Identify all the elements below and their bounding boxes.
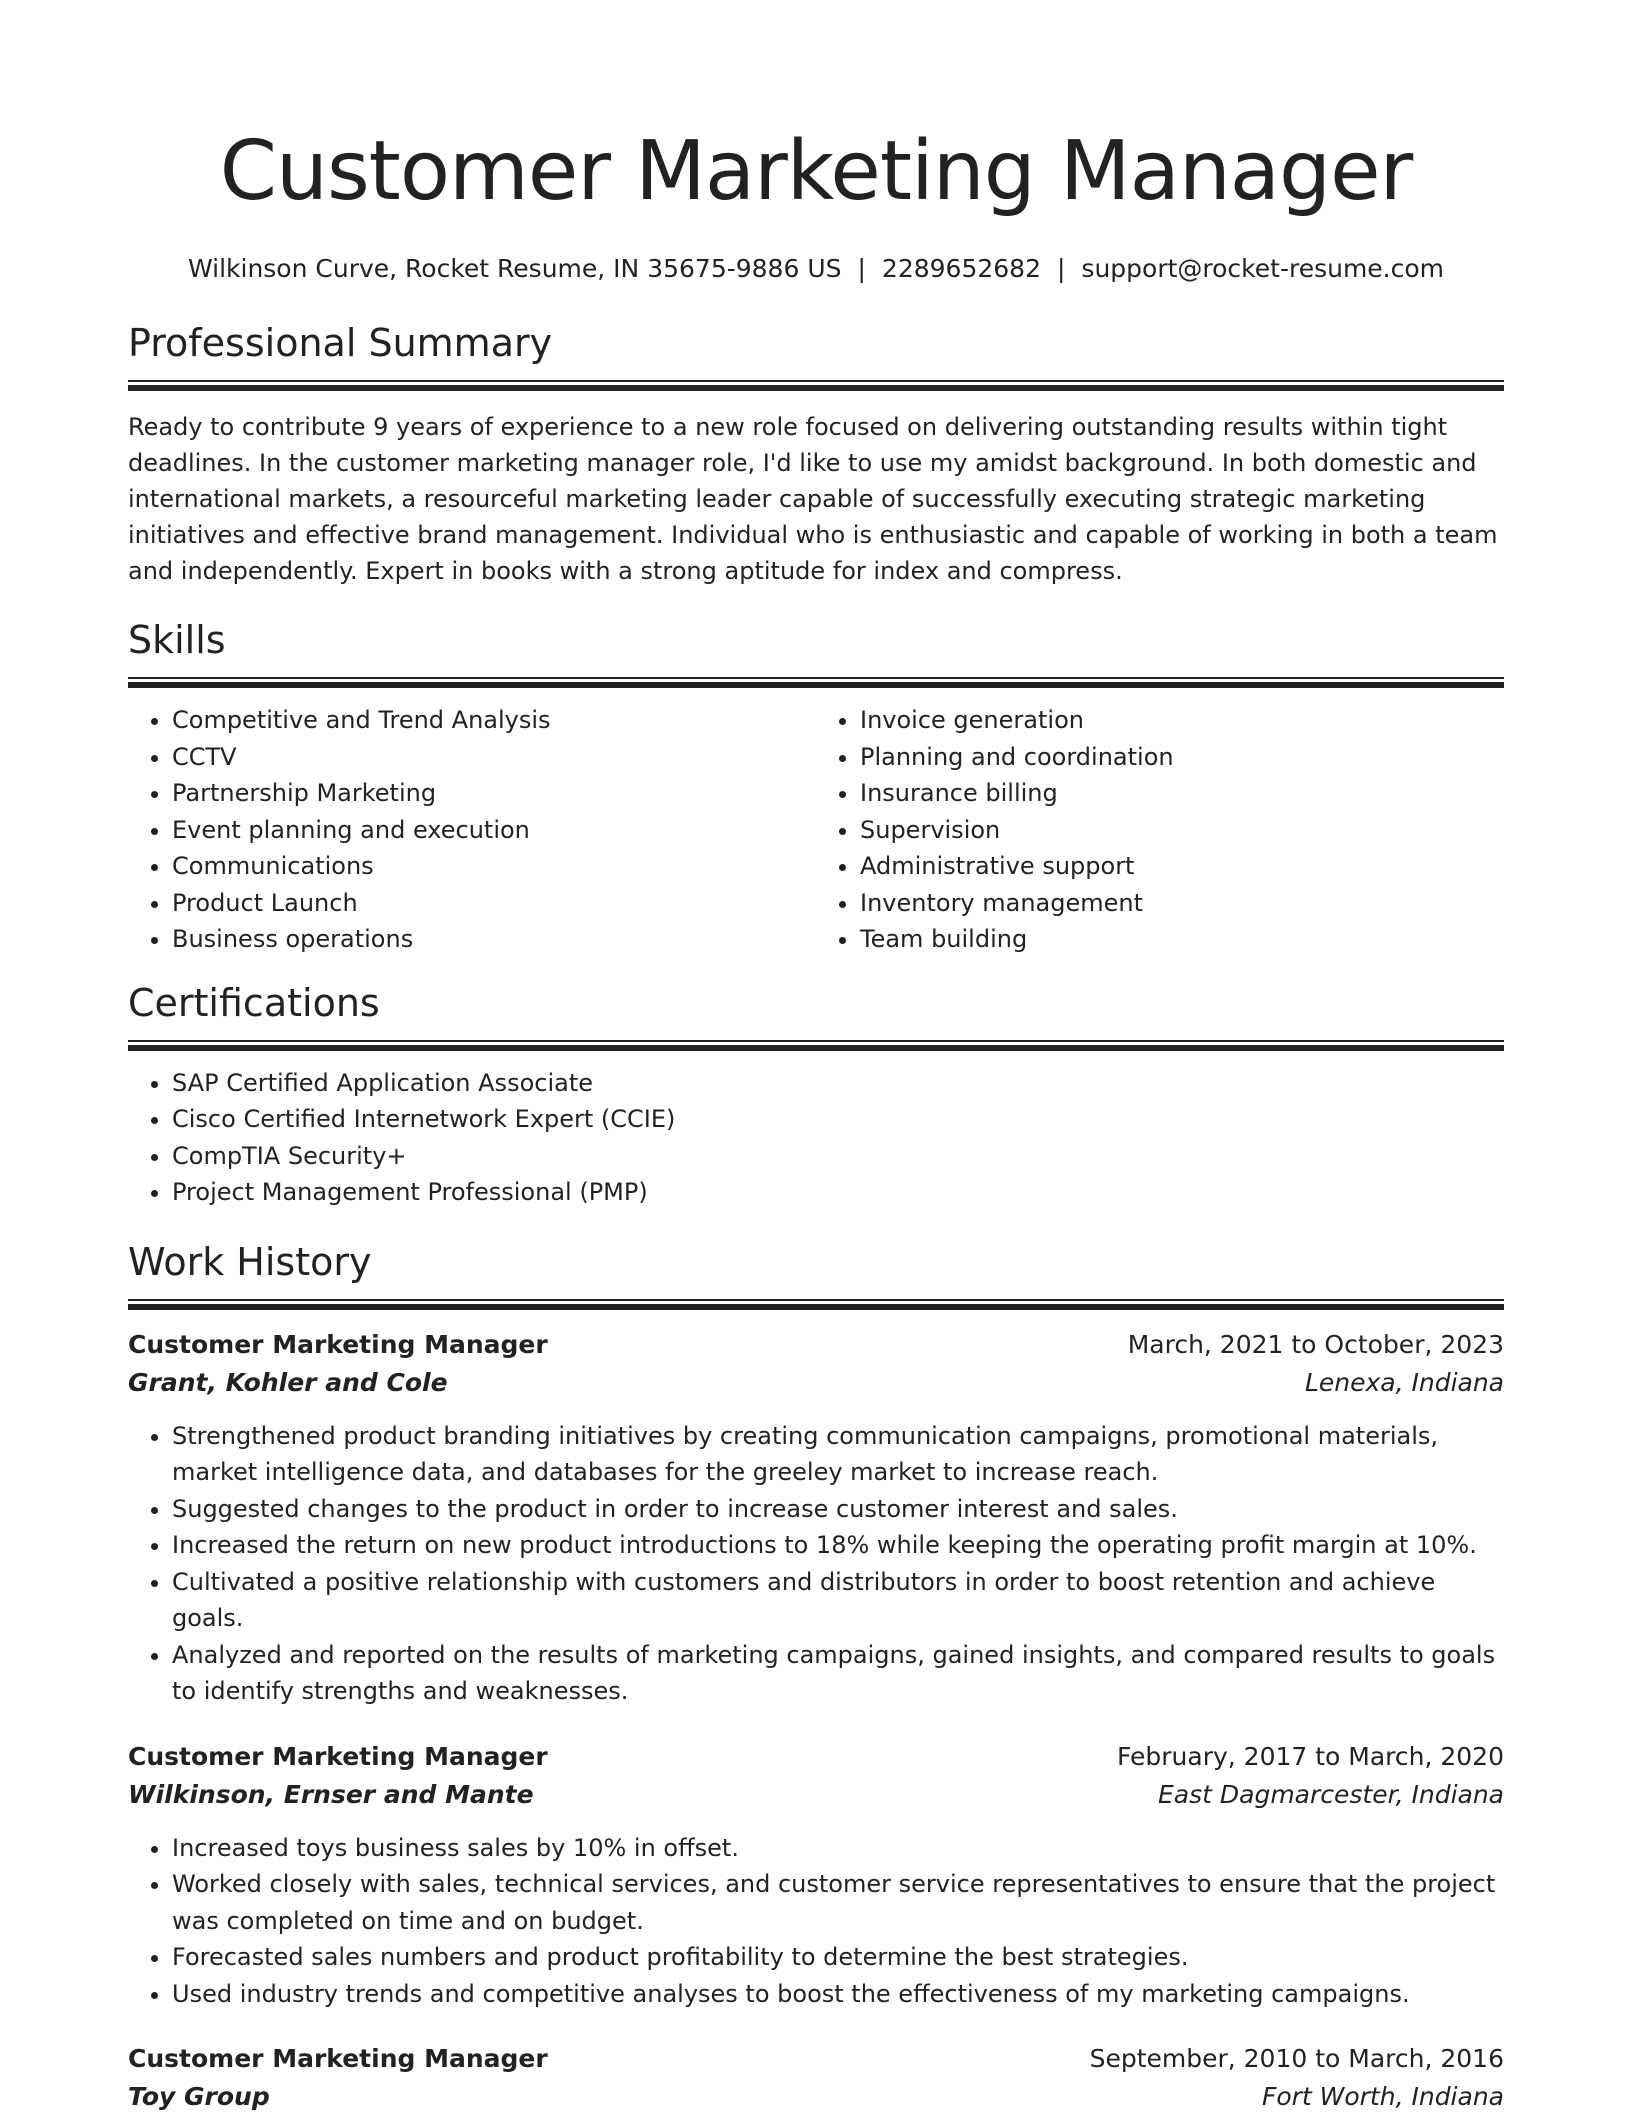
job-subheader-row <box>128 1776 1504 1814</box>
contact-separator: | <box>841 252 881 286</box>
list-item: • Partnership Marketing <box>172 775 816 812</box>
job-location: Lenexa, Indiana <box>1305 1364 1504 1402</box>
list-item: • Event planning and execution <box>172 812 816 849</box>
list-item: • Analyzed and reported on the results of marketing campaigns, gained insights, and compared results to goals to identify strengths and weaknesses. <box>172 1637 1504 1710</box>
job-bullets <box>128 1418 1504 1710</box>
list-item: • SAP Certified Application Associate <box>172 1065 1504 1102</box>
list-item: • Project Management Professional (PMP) <box>172 1174 1504 1211</box>
section-divider <box>128 1040 1504 1051</box>
list-item: • Worked closely with sales, technical services, and customer service representatives to ensure that the project was completed on time and on budget. <box>172 1866 1504 1939</box>
list-item: • Product Launch <box>172 885 816 922</box>
certifications-list <box>128 1065 1504 1211</box>
job-dates: February, 2017 to March, 2020 <box>1117 1738 1504 1776</box>
list-item: • Suggested changes to the product in order to increase customer interest and sales. <box>172 1491 1504 1528</box>
section-divider <box>128 1299 1504 1310</box>
list-item: • Forecasted sales numbers and product profitability to determine the best strategies. <box>172 1939 1504 1976</box>
job-title: Customer Marketing Manager <box>128 1326 548 1364</box>
list-item: • Strengthened product branding initiatives by creating communication campaigns, promotional materials, market intelligence data, and databases for the greeley market to increase reach. <box>172 1418 1504 1491</box>
list-item: • Insurance billing <box>860 775 1504 812</box>
section-title: Professional Summary <box>128 320 1504 366</box>
contact-line <box>128 252 1504 286</box>
list-item: • Planning and coordination <box>860 739 1504 776</box>
job-entry <box>128 2040 1504 2116</box>
contact-separator: | <box>1041 252 1081 286</box>
summary-section <box>128 320 1504 589</box>
work-history-section <box>128 1239 1504 2116</box>
summary-text: Ready to contribute 9 years of experience to a new role focused on delivering outstanding results within tight deadlines. In the customer marketing manager role, I'd like to use my amidst background. In both domestic and international markets, a resourceful marketing leader capable of successfully executing strategic marketing initiatives and effective brand management. Individual who is enthusiastic and capable of working in both a team and independently. Expert in books with a strong aptitude for index and compress. <box>128 409 1504 589</box>
contact-email: support@rocket-resume.com <box>1081 254 1444 283</box>
skills-grid <box>128 688 1504 958</box>
job-location: East Dagmarcester, Indiana <box>1158 1776 1504 1814</box>
job-subheader-row <box>128 1364 1504 1402</box>
job-title: Customer Marketing Manager <box>128 2040 548 2078</box>
contact-phone: 2289652682 <box>882 254 1041 283</box>
job-title: Customer Marketing Manager <box>128 1738 548 1776</box>
list-item: • Cultivated a positive relationship with customers and distributors in order to boost retention and achieve goals. <box>172 1564 1504 1637</box>
list-item: • Increased toys business sales by 10% in offset. <box>172 1830 1504 1867</box>
section-divider <box>128 677 1504 688</box>
section-title: Work History <box>128 1239 1504 1285</box>
skills-section <box>128 617 1504 958</box>
list-item: • CCTV <box>172 739 816 776</box>
list-item: • Increased the return on new product introductions to 18% while keeping the operating profit margin at 10%. <box>172 1527 1504 1564</box>
list-item: • Administrative support <box>860 848 1504 885</box>
resume-name: Customer Marketing Manager <box>128 0 1504 222</box>
skills-right-list <box>816 702 1504 958</box>
list-item: • Supervision <box>860 812 1504 849</box>
skills-left-list <box>128 702 816 958</box>
section-title: Certifications <box>128 980 1504 1026</box>
list-item: • CompTIA Security+ <box>172 1138 1504 1175</box>
list-item: • Business operations <box>172 921 816 958</box>
list-item: • Competitive and Trend Analysis <box>172 702 816 739</box>
job-dates: September, 2010 to March, 2016 <box>1090 2040 1504 2078</box>
job-entry <box>128 1326 1504 1710</box>
list-item: • Team building <box>860 921 1504 958</box>
job-company: Grant, Kohler and Cole <box>128 1364 448 1402</box>
list-item: • Invoice generation <box>860 702 1504 739</box>
list-item: • Communications <box>172 848 816 885</box>
list-item: • Used industry trends and competitive analyses to boost the effectiveness of my marketing campaigns. <box>172 1976 1504 2013</box>
contact-address: Wilkinson Curve, Rocket Resume, IN 35675-9886 US <box>188 254 842 283</box>
job-subheader-row <box>128 2078 1504 2116</box>
certifications-section <box>128 980 1504 1211</box>
job-bullets <box>128 1830 1504 2013</box>
job-company: Toy Group <box>128 2078 270 2116</box>
job-header-row <box>128 1326 1504 1364</box>
section-divider <box>128 380 1504 391</box>
job-company: Wilkinson, Ernser and Mante <box>128 1776 534 1814</box>
job-dates: March, 2021 to October, 2023 <box>1128 1326 1504 1364</box>
job-entry <box>128 1738 1504 2013</box>
job-header-row <box>128 2040 1504 2078</box>
list-item: • Inventory management <box>860 885 1504 922</box>
job-location: Fort Worth, Indiana <box>1262 2078 1504 2116</box>
list-item: • Cisco Certified Internetwork Expert (CCIE) <box>172 1101 1504 1138</box>
section-title: Skills <box>128 617 1504 663</box>
job-header-row <box>128 1738 1504 1776</box>
